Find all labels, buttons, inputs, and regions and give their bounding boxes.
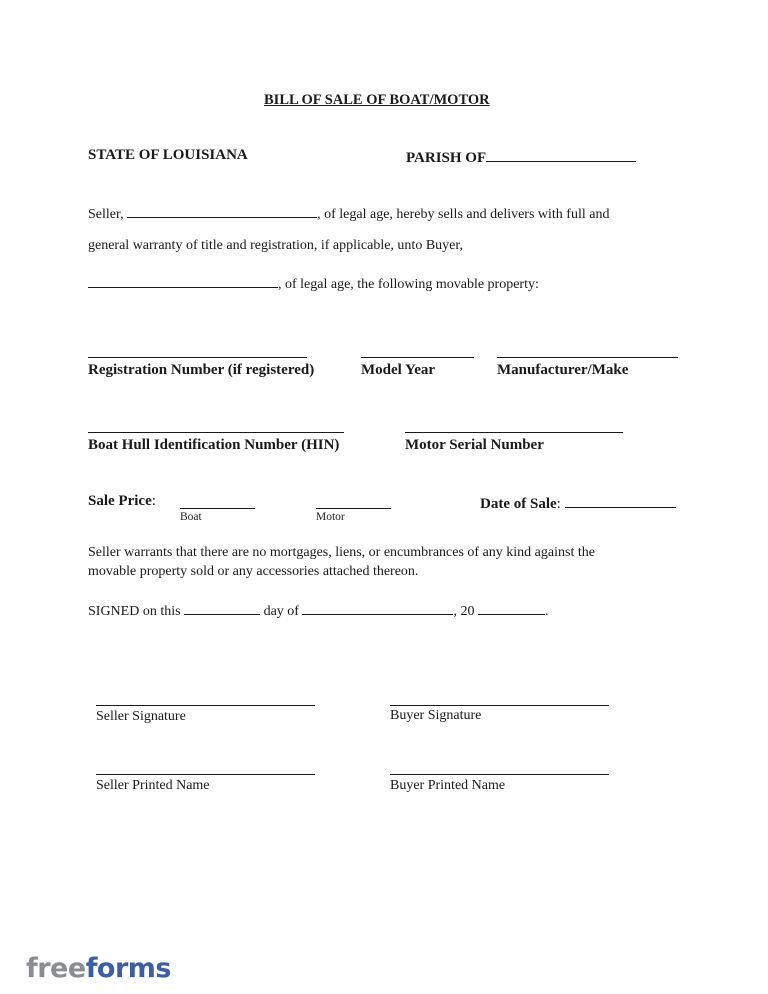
date-of-sale-label: Date of Sale xyxy=(480,496,557,512)
sale-price-row: Sale Price: xyxy=(88,493,156,509)
buyer-printed-name-label: Buyer Printed Name xyxy=(390,778,506,793)
model-year-label: Model Year xyxy=(361,362,436,378)
document-title: BILL OF SALE OF BOAT/MOTOR xyxy=(264,92,490,108)
warranty-text-line2: movable property sold or any accessories attached thereon. xyxy=(88,564,419,579)
registration-number-label: Registration Number (if registered) xyxy=(88,362,315,378)
hin-line[interactable] xyxy=(88,432,344,433)
boat-price-line[interactable] xyxy=(180,508,255,509)
buyer-line xyxy=(88,273,539,293)
motor-price-line[interactable] xyxy=(316,508,391,509)
signed-line: SIGNED on this day of , 20 . xyxy=(88,600,548,620)
seller-prefix: Seller, xyxy=(88,207,124,222)
signed-year-blank[interactable] xyxy=(478,600,545,615)
seller-signature-line[interactable] xyxy=(96,705,315,706)
buyer-signature-line[interactable] xyxy=(390,705,609,706)
sale-price-label: Sale Price xyxy=(88,493,152,509)
parish-blank[interactable] xyxy=(486,147,636,162)
manufacturer-line[interactable] xyxy=(497,357,678,358)
seller-suffix: , of legal age, hereby sells and delivers with full and xyxy=(317,207,610,222)
manufacturer-label: Manufacturer/Make xyxy=(497,362,629,378)
warranty-line: general warranty of title and registration, if applicable, unto Buyer, xyxy=(88,238,463,253)
parish-label: PARISH OF xyxy=(406,150,487,166)
seller-printed-name-line[interactable] xyxy=(96,774,315,775)
seller-line xyxy=(88,203,609,223)
logo-forms-text: forms xyxy=(85,953,172,984)
buyer-name-blank[interactable] xyxy=(88,273,278,288)
date-of-sale-row: Date of Sale: xyxy=(480,493,676,513)
signed-month-blank[interactable] xyxy=(302,600,453,615)
signed-prefix: SIGNED on this xyxy=(88,604,181,619)
motor-serial-label: Motor Serial Number xyxy=(405,437,544,453)
buyer-printed-name-line[interactable] xyxy=(390,774,609,775)
buyer-signature-label: Buyer Signature xyxy=(390,708,482,723)
motor-label: Motor xyxy=(316,511,345,523)
buyer-suffix: , of legal age, the following movable property: xyxy=(278,277,539,292)
motor-serial-line[interactable] xyxy=(405,432,623,433)
state-label: STATE OF LOUISIANA xyxy=(88,147,248,163)
model-year-line[interactable] xyxy=(361,357,474,358)
signed-year-prefix: , 20 xyxy=(453,604,475,619)
logo-free-text: free xyxy=(26,953,86,984)
seller-name-blank[interactable] xyxy=(127,203,317,218)
registration-number-line[interactable] xyxy=(88,357,307,358)
hin-label: Boat Hull Identification Number (HIN) xyxy=(88,437,340,453)
warranty-text-line1: Seller warrants that there are no mortgages, liens, or encumbrances of any kind against the xyxy=(88,545,595,560)
signed-day-of: day of xyxy=(263,604,299,619)
parish-row xyxy=(406,147,636,167)
freeforms-logo xyxy=(26,953,171,984)
seller-signature-label: Seller Signature xyxy=(96,709,186,724)
date-of-sale-blank[interactable] xyxy=(565,493,676,508)
seller-printed-name-label: Seller Printed Name xyxy=(96,778,210,793)
boat-label: Boat xyxy=(180,511,202,523)
signed-day-blank[interactable] xyxy=(184,600,260,615)
